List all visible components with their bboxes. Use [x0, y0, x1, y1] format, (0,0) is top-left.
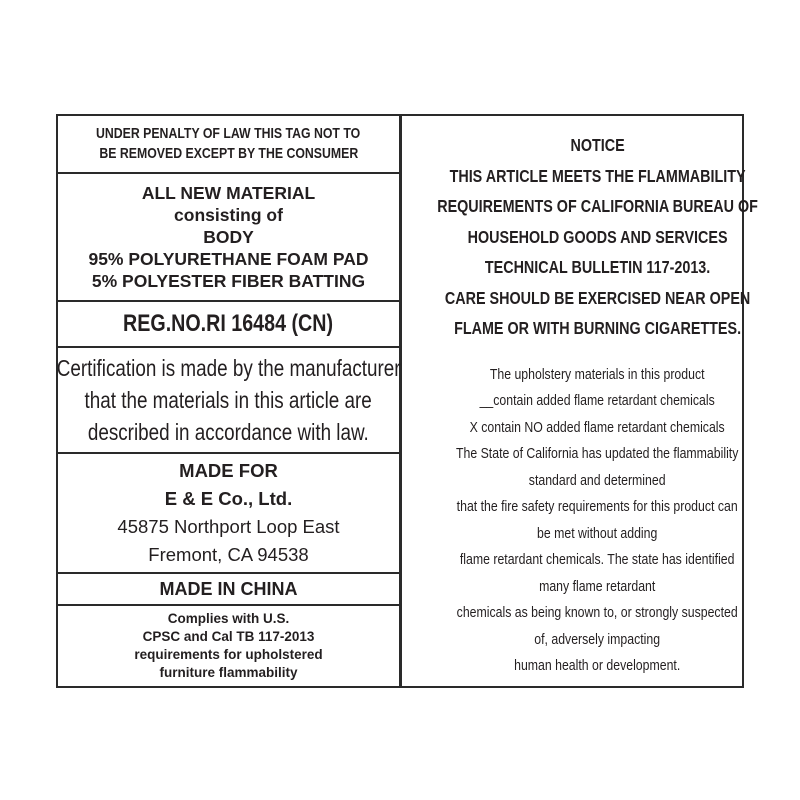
made-for-heading: MADE FOR	[179, 460, 278, 481]
statement-line-9: many flame retardant	[539, 577, 656, 595]
statement-line-6: that the fire safety requirements for this product can	[457, 498, 739, 515]
material-section	[58, 174, 399, 302]
statement-line-7: be met without adding	[537, 524, 658, 542]
notice-line-4: TECHNICAL BULLETIN 117-2013.	[484, 257, 711, 277]
warning-section	[58, 116, 399, 174]
complies-line-1: Complies with U.S.	[167, 611, 290, 626]
certification-line-3: described in accordance with law.	[88, 419, 369, 445]
country-of-origin: MADE IN CHINA	[159, 578, 298, 599]
statement-line-10: chemicals as being known to, or strongly suspected	[457, 604, 739, 621]
notice-line-6: FLAME OR WITH BURNING CIGARETTES.	[454, 318, 742, 338]
certification-line-1: Certification is made by the manufacturer	[56, 355, 401, 381]
statement-line-8: flame retardant chemicals. The state has identified	[460, 551, 735, 568]
notice-line-5: CARE SHOULD BE EXERCISED NEAR OPEN	[444, 287, 751, 308]
statement-option-none: X contain NO added flame retardant chemicals	[470, 418, 726, 436]
certification-line-2: that the materials in this article are	[84, 387, 373, 413]
statement-line-11: of, adversely impacting	[534, 630, 661, 648]
warning-line-1: UNDER PENALTY OF LAW THIS TAG NOT TO	[96, 125, 361, 142]
statement-line-4: The State of California has updated the flammability	[456, 445, 739, 462]
law-tag-label	[56, 114, 758, 688]
address-street: 45875 Northport Loop East	[117, 516, 340, 537]
statement-option-contains: __contain added flame retardant chemicals	[479, 392, 716, 409]
certification-section	[58, 348, 399, 454]
notice-section	[402, 130, 793, 344]
complies-line-2: CPSC and Cal TB 117-2013	[142, 629, 315, 644]
reg-number: REG.NO.RI 16484 (CN)	[123, 310, 334, 337]
warning-line-2: BE REMOVED EXCEPT BY THE CONSUMER	[99, 145, 358, 162]
flame-retardant-statement	[425, 362, 769, 680]
made-for-section	[58, 454, 399, 574]
reg-number-section	[58, 302, 399, 348]
notice-line-2: REQUIREMENTS OF CALIFORNIA BUREAU OF	[437, 196, 758, 216]
origin-section	[58, 574, 399, 606]
statement-line-5: standard and determined	[529, 471, 666, 489]
material-heading: ALL NEW MATERIAL	[141, 183, 316, 203]
company-name: E & E Co., Ltd.	[164, 488, 293, 509]
notice-title: NOTICE	[570, 135, 625, 155]
left-panel	[58, 116, 402, 686]
material-fiber: 5% POLYESTER FIBER BATTING	[91, 271, 366, 291]
right-panel	[402, 116, 793, 686]
statement-line-12: human health or development.	[514, 657, 681, 674]
notice-line-3: HOUSEHOLD GOODS AND SERVICES	[467, 226, 728, 247]
notice-line-1: THIS ARTICLE MEETS THE FLAMMABILITY	[449, 165, 746, 186]
material-part: BODY	[203, 227, 254, 247]
address-city: Fremont, CA 94538	[148, 544, 309, 565]
statement-line-1: The upholstery materials in this product	[490, 365, 705, 383]
complies-line-3: requirements for upholstered	[134, 647, 323, 662]
material-foam: 95% POLYURETHANE FOAM PAD	[88, 249, 369, 269]
material-consisting: consisting of	[174, 205, 283, 225]
compliance-section	[58, 606, 399, 686]
complies-line-4: furniture flammability	[159, 665, 298, 680]
